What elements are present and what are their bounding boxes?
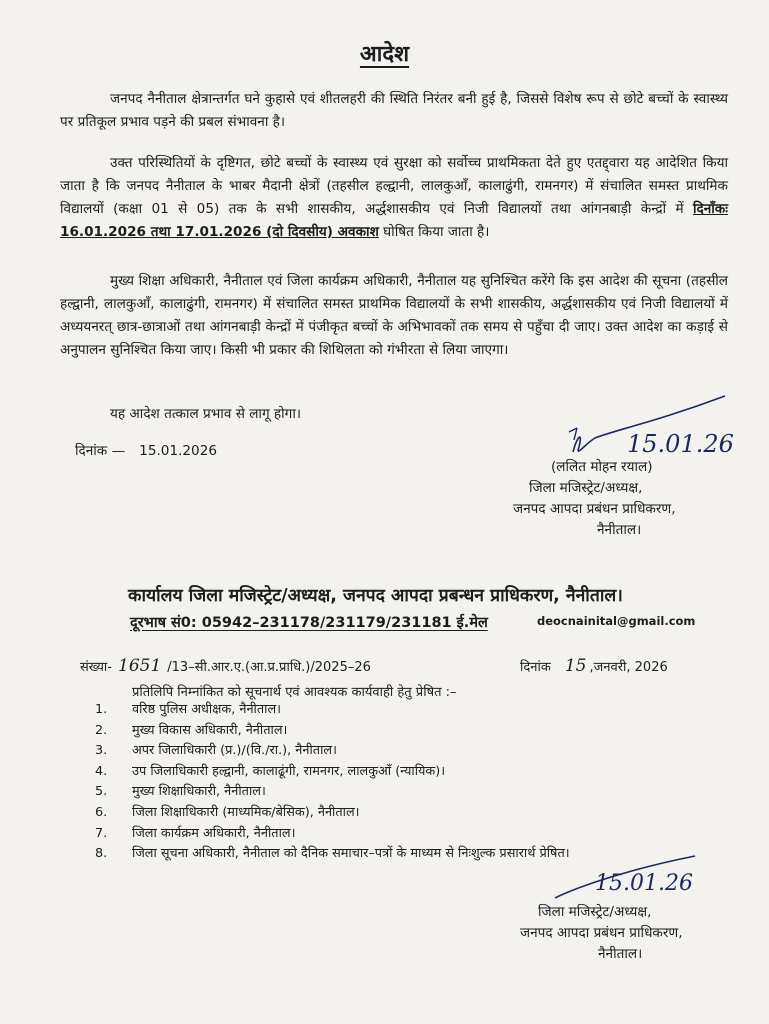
order-date-label: दिनांक — bbox=[75, 443, 126, 459]
signatory-designation: जिला मजिस्ट्रेट/अध्यक्ष, bbox=[529, 480, 643, 496]
signature-2-handwriting bbox=[545, 848, 745, 908]
order-title: आदेश bbox=[359, 42, 410, 67]
order-paragraph-3: मुख्य शिक्षा अधिकारी, नैनीताल एवं जिला कार्यक्रम अधिकारी, नैनीताल यह सुनिश्चित करेंगे कि इस आदेश की सूचना (तहसील हल्द्वानी, लालकुआँ, कालाढुंगी, रामनगर) में संचालित समस्त प्राथमिक विद्यालयों के सभी शासकीय, अर्द्धशासकीय एवं निजी विद्यालयों में अध्ययनरत् छात्र-छात्राओं तथा आंगनबाड़ी केन्द्रों में पंजीकृत बच्चों के अभिभावकों तक समय से पहुँचा दी जाए। उक्त आदेश का कड़ाई से अनुपालन सुनिश्चित किया जाए। किसी भी प्रकार की शिथिलता को गंभीरता से लिया जाएगा। bbox=[60, 273, 728, 358]
signatory-name: (ललित मोहन रयाल) bbox=[551, 459, 653, 475]
list-item: 1. वरिष्ठ पुलिस अधीक्षक, नैनीताल। bbox=[95, 702, 282, 717]
signatory-2-designation: जिला मजिस्ट्रेट/अध्यक्ष, bbox=[538, 904, 652, 920]
reference-number-handwritten: 1651 bbox=[118, 656, 162, 676]
signature-1-tick bbox=[569, 428, 577, 440]
reference-date-rest: ,जनवरी, 2026 bbox=[589, 660, 668, 675]
reference-date-label: दिनांक bbox=[520, 660, 551, 675]
signature-block-1 bbox=[513, 457, 676, 541]
order-paragraph-2-text: उक्त परिस्थितियों के दृष्टिगत, छोटे बच्चों के स्वास्थ्य एवं सुरक्षा को सर्वोच्च प्राथमिकता देते हुए एतद्द्वारा यह आदेशित किया जाता है कि जनपद नैनीताल के भाबर मैदानी क्षेत्रों (तहसील हल्द्वानी, लालकुआँ, कालाढुंगी, रामनगर) में संचालित समस्त प्राथमिक विद्यालयों (कक्षा 01 से 05) तक के सभी शासकीय, अर्द्धशासकीय एवं निजी विद्यालयों तथा आंगनबाड़ी केन्द्रों में bbox=[60, 155, 728, 217]
effect-line: यह आदेश तत्काल प्रभाव से लागू होगा। bbox=[110, 406, 301, 422]
signature-2-date: 15.01.26 bbox=[595, 871, 693, 896]
office-heading: कार्यालय जिला मजिस्ट्रेट/अध्यक्ष, जनपद आपदा प्रबन्धन प्राधिकरण, नैनीताल। bbox=[128, 586, 623, 606]
reference-date bbox=[520, 656, 668, 676]
reference-date-day: 15 bbox=[564, 656, 587, 676]
office-email: deocnainital@gmail.com bbox=[537, 614, 696, 628]
order-date-value: 15.01.2026 bbox=[139, 443, 218, 459]
order-paragraph-2 bbox=[60, 152, 728, 244]
signature-block-2 bbox=[520, 902, 683, 965]
reference-suffix: /13–सी.आर.ए.(आ.प्र.प्राधि.)/2025–26 bbox=[167, 660, 371, 675]
order-paragraph-2-end: घोषित किया जाता है। bbox=[378, 224, 490, 240]
list-item: 4. उप जिलाधिकारी हल्द्वानी, कालाढूंगी, रामनगर, लालकुआँ (न्यायिक)। bbox=[95, 763, 446, 779]
reference-label: संख्या- bbox=[80, 660, 112, 675]
list-item: 5. मुख्य शिक्षाधिकारी, नैनीताल। bbox=[95, 784, 266, 800]
copy-recipients-list bbox=[95, 700, 570, 865]
signatory-2-location: नैनीताल। bbox=[598, 946, 643, 962]
signatory-2-authority: जनपद आपदा प्रबंधन प्राधिकरण, bbox=[520, 925, 683, 941]
reference-number bbox=[80, 656, 371, 676]
office-phone-line: दूरभाष सं0: 05942–231178/231179/231181 ई.मेल bbox=[130, 615, 488, 631]
signatory-location: नैनीताल। bbox=[597, 522, 642, 538]
signature-1-date: 15.01.26 bbox=[627, 430, 734, 458]
holiday-dates-highlight: दिनाँकः 16.01.2026 तथा 17.01.2026 (दो दिवसीय) अवकाश bbox=[60, 201, 728, 240]
copy-intro: प्रतिलिपि निम्नांकित को सूचनार्थ एवं आवश्यक कार्यवाही हेतु प्रेषित :– bbox=[132, 685, 457, 700]
order-paragraph-1: जनपद नैनीताल क्षेत्रान्तर्गत घने कुहासे एवं शीतलहरी की स्थिति निरंतर बनी हुई है, जिससे विशेष रूप से छोटे बच्चों के स्वास्थ्य पर प्रतिकूल प्रभाव पड़ने की प्रबल संभावना है। bbox=[60, 91, 728, 130]
list-item: 6. जिला शिक्षाधिकारी (माध्यमिक/बेसिक), नैनीताल। bbox=[95, 804, 360, 820]
signatory-authority: जनपद आपदा प्रबंधन प्राधिकरण, bbox=[513, 501, 676, 517]
list-item: 3. अपर जिलाधिकारी (प्र.)/(वि./रा.), नैनीताल। bbox=[95, 743, 337, 759]
list-item: 8. जिला सूचना अधिकारी, नैनीताल को दैनिक समाचार–पत्रों के माध्यम से निःशुल्क प्रसारार्थ प्रेषित। bbox=[95, 846, 570, 862]
order-date bbox=[75, 440, 217, 459]
list-item: 2. मुख्य विकास अधिकारी, नैनीताल। bbox=[95, 722, 288, 738]
list-item: 7. जिला कार्यक्रम अधिकारी, नैनीताल। bbox=[95, 825, 296, 841]
